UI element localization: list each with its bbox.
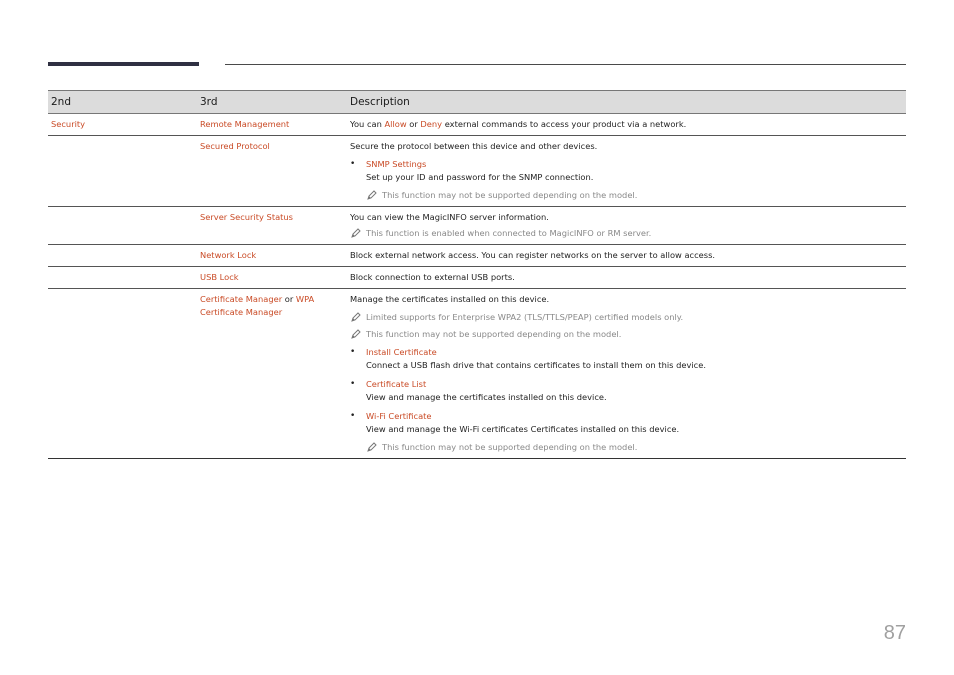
table-row bbox=[48, 245, 906, 267]
desc-text: or bbox=[406, 119, 421, 129]
note bbox=[366, 441, 906, 454]
wpa-certificate-manager-label: WPA Certificate Manager bbox=[200, 294, 315, 317]
bullet-desc: Connect a USB flash drive that contains certificates to install them on this device. bbox=[366, 360, 706, 370]
item-network-lock: Network Lock bbox=[200, 250, 257, 260]
wifi-certificate-title: Wi-Fi Certificate bbox=[366, 411, 432, 421]
note bbox=[366, 189, 906, 202]
header-rule bbox=[225, 64, 906, 65]
desc-text: Block external network access. You can register networks on the server to allow access. bbox=[350, 250, 716, 260]
note bbox=[350, 227, 906, 240]
desc-text: Block connection to external USB ports. bbox=[350, 272, 515, 282]
bullet-item bbox=[350, 378, 906, 404]
table-header bbox=[48, 90, 906, 114]
empty-cell bbox=[48, 140, 197, 202]
note-text: Limited supports for Enterprise WPA2 (TLS/TTLS/PEAP) certified models only. bbox=[366, 312, 684, 322]
or-text: or bbox=[282, 294, 296, 304]
description bbox=[346, 211, 906, 240]
bullet-item bbox=[350, 410, 906, 454]
deny-option: Deny bbox=[420, 119, 443, 129]
item-secured-protocol: Secured Protocol bbox=[200, 141, 270, 151]
pencil-icon bbox=[366, 442, 378, 452]
category-security: Security bbox=[51, 119, 86, 129]
pencil-icon bbox=[350, 329, 362, 339]
table-row bbox=[48, 267, 906, 289]
certificate-list-title: Certificate List bbox=[366, 379, 427, 389]
bullet-desc: Set up your ID and password for the SNMP connection. bbox=[366, 172, 594, 182]
table-row bbox=[48, 207, 906, 245]
bullet-dot: • bbox=[350, 379, 356, 389]
note-text: This function may not be supported depending on the model. bbox=[382, 190, 638, 200]
item-remote-management: Remote Management bbox=[200, 119, 290, 129]
desc-text: You can bbox=[350, 119, 385, 129]
header-2nd: 2nd bbox=[51, 95, 72, 108]
certificate-manager-label: Certificate Manager bbox=[200, 294, 283, 304]
description bbox=[346, 118, 906, 131]
desc-text: You can view the MagicINFO server information. bbox=[350, 212, 549, 222]
desc-text: Secure the protocol between this device and other devices. bbox=[350, 141, 598, 151]
note-text: This function may not be supported depending on the model. bbox=[382, 442, 638, 452]
note-text: This function may not be supported depending on the model. bbox=[366, 329, 622, 339]
description bbox=[346, 293, 906, 454]
note bbox=[350, 311, 906, 324]
bullet-item bbox=[350, 346, 906, 372]
pencil-icon bbox=[366, 190, 378, 200]
desc-text: Manage the certificates installed on this device. bbox=[350, 294, 550, 304]
install-certificate-title: Install Certificate bbox=[366, 347, 437, 357]
header-description: Description bbox=[350, 95, 410, 108]
empty-cell bbox=[48, 271, 197, 284]
empty-cell bbox=[48, 249, 197, 262]
empty-cell bbox=[48, 211, 197, 240]
item-certificate-manager bbox=[197, 293, 346, 454]
pencil-icon bbox=[350, 312, 362, 322]
table-row bbox=[48, 114, 906, 136]
header-3rd: 3rd bbox=[200, 95, 218, 108]
table-row bbox=[48, 289, 906, 459]
item-server-security-status: Server Security Status bbox=[200, 212, 293, 222]
bullet-desc: View and manage the certificates installed on this device. bbox=[366, 392, 607, 402]
settings-table bbox=[48, 90, 906, 459]
page-number: 87 bbox=[883, 622, 906, 644]
description bbox=[346, 140, 906, 202]
bullet-desc: View and manage the Wi-Fi certificates Certificates installed on this device. bbox=[366, 424, 680, 434]
table-row bbox=[48, 136, 906, 207]
bullet-dot: • bbox=[350, 347, 356, 357]
snmp-settings-title: SNMP Settings bbox=[366, 159, 427, 169]
header-accent-bar bbox=[48, 62, 199, 66]
bullet-item bbox=[350, 158, 906, 202]
desc-text: external commands to access your product via a network. bbox=[442, 119, 687, 129]
pencil-icon bbox=[350, 228, 362, 238]
allow-option: Allow bbox=[384, 119, 407, 129]
bullet-dot: • bbox=[350, 411, 356, 421]
note-text: This function is enabled when connected to MagicINFO or RM server. bbox=[366, 228, 652, 238]
note bbox=[350, 328, 906, 341]
item-usb-lock: USB Lock bbox=[200, 272, 239, 282]
bullet-dot: • bbox=[350, 159, 356, 169]
empty-cell bbox=[48, 293, 197, 454]
